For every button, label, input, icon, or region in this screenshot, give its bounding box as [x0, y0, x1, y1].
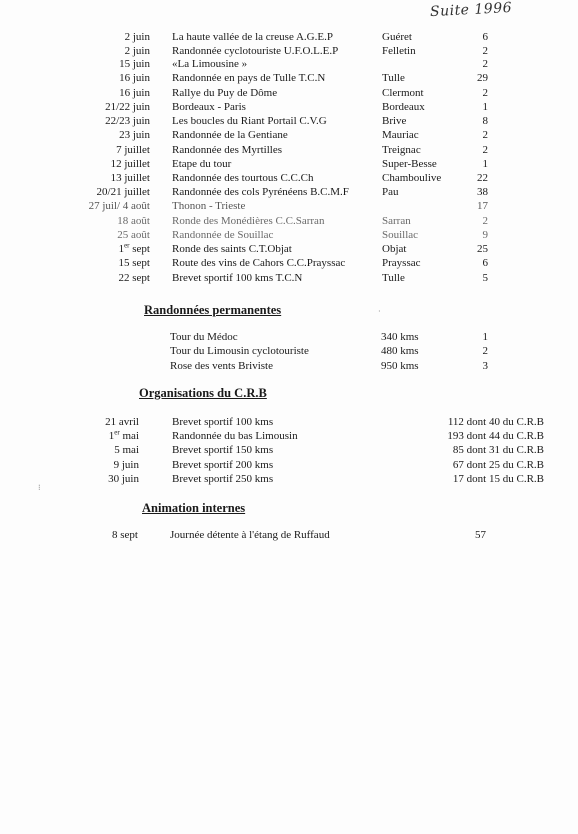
table-row — [0, 144, 578, 156]
event-date: 5 mai — [114, 444, 139, 456]
table-row — [0, 186, 578, 198]
route-name: Tour du Limousin cyclotouriste — [170, 345, 309, 357]
organisation-name: Randonnée du bas Limousin — [172, 430, 298, 442]
table-row — [0, 243, 578, 255]
event-date: 20/21 juillet — [96, 186, 150, 198]
event-count: 6 — [482, 257, 488, 269]
table-row — [0, 272, 578, 284]
event-count: 17 — [477, 200, 488, 212]
table-row — [0, 72, 578, 84]
table-row — [0, 257, 578, 269]
route-count: 1 — [482, 331, 488, 343]
event-place: Prayssac — [382, 257, 421, 269]
event-place: Super-Besse — [382, 158, 437, 170]
table-row — [0, 229, 578, 241]
event-date: 30 juin — [108, 473, 139, 485]
table-row — [0, 459, 578, 471]
route-name: Rose des vents Briviste — [170, 360, 273, 372]
event-date: 21 avril — [105, 416, 139, 428]
event-date: 25 août — [117, 229, 150, 241]
event-date: 22 sept — [118, 272, 150, 284]
event-place: Objat — [382, 243, 407, 255]
table-row — [0, 45, 578, 57]
table-row — [0, 416, 578, 428]
event-date-day: 1 — [118, 243, 125, 255]
event-date: 16 juin — [119, 72, 150, 84]
event-name: Les boucles du Riant Portail C.V.G — [172, 115, 327, 127]
event-name: Brevet sportif 100 kms T.C.N — [172, 272, 303, 284]
event-place: Bordeaux — [382, 101, 425, 113]
event-name: Randonnée de Souillac — [172, 229, 274, 241]
event-place: Felletin — [382, 45, 416, 57]
event-place: Mauriac — [382, 129, 419, 141]
organisation-name: Brevet sportif 100 kms — [172, 416, 274, 428]
table-row — [0, 172, 578, 184]
event-date-suffix: er — [124, 241, 130, 250]
event-count: 2 — [482, 129, 488, 141]
event-count: 8 — [482, 115, 488, 127]
table-row — [0, 200, 578, 212]
event-count: 2 — [482, 144, 488, 156]
organisations-title: Organisations du C.R.B — [139, 386, 267, 400]
event-date-month: mai — [119, 430, 139, 442]
event-count: 9 — [482, 229, 488, 241]
table-row — [0, 87, 578, 99]
event-place: Chamboulive — [382, 172, 442, 184]
event-count: 29 — [477, 72, 488, 84]
event-place: Clermont — [382, 87, 424, 99]
event-count: 25 — [477, 243, 488, 255]
event-name: Randonnée de la Gentiane — [172, 129, 288, 141]
event-date: 18 août — [117, 215, 150, 227]
event-count: 38 — [477, 186, 488, 198]
event-place: Souillac — [382, 229, 419, 241]
event-count: 1 — [482, 158, 488, 170]
event-name: Etape du tour — [172, 158, 232, 170]
event-place: Brive — [382, 115, 407, 127]
table-row — [0, 58, 578, 70]
event-date: 23 juin — [119, 129, 150, 141]
event-count: 6 — [482, 31, 488, 43]
table-row — [0, 331, 578, 343]
event-name: Randonnée des Myrtilles — [172, 144, 282, 156]
table-row — [0, 158, 578, 170]
event-place: Tulle — [382, 272, 405, 284]
table-row — [0, 129, 578, 141]
event-date: 12 juillet — [110, 158, 150, 170]
event-date: 2 juin — [124, 31, 150, 43]
event-date-month: sept — [129, 243, 150, 255]
event-date — [40, 243, 150, 255]
table-row — [0, 115, 578, 127]
event-date-suffix: er — [114, 428, 120, 437]
event-count: 1 — [482, 101, 488, 113]
table-row — [0, 360, 578, 372]
event-name: La haute vallée de la creuse A.G.E.P — [172, 31, 333, 43]
table-row — [0, 430, 578, 442]
permanentes-title: Randonnées permanentes — [144, 303, 282, 317]
event-date — [59, 430, 139, 442]
table-row — [0, 473, 578, 485]
event-place: Tulle — [382, 72, 405, 84]
scan-speck: · — [378, 307, 381, 316]
event-name: Ronde des Monédières C.C.Sarran — [172, 215, 325, 227]
event-date: 22/23 juin — [105, 115, 150, 127]
organisation-name: Brevet sportif 150 kms — [172, 444, 274, 456]
table-row — [0, 31, 578, 43]
scan-speck: ⁝ — [38, 483, 41, 492]
event-place: Pau — [382, 186, 399, 198]
event-name: Randonnée cyclotouriste U.F.O.L.E.P — [172, 45, 339, 57]
organisation-name: Brevet sportif 250 kms — [172, 473, 274, 485]
route-distance: 950 kms — [381, 360, 419, 372]
event-name: Rallye du Puy de Dôme — [172, 87, 278, 99]
organisation-result: 112 dont 40 du C.R.B — [447, 416, 544, 428]
animation-count: 57 — [475, 529, 486, 541]
organisation-result: 193 dont 44 du C.R.B — [447, 430, 544, 442]
event-count: 2 — [482, 58, 488, 70]
organisation-name: Brevet sportif 200 kms — [172, 459, 274, 471]
event-name: Randonnée des tourtous C.C.Ch — [172, 172, 314, 184]
event-count: 5 — [482, 272, 488, 284]
organisation-result: 85 dont 31 du C.R.B — [452, 444, 544, 456]
event-name: Bordeaux - Paris — [172, 101, 246, 113]
table-row — [0, 101, 578, 113]
organisation-result: 67 dont 25 du C.R.B — [452, 459, 544, 471]
event-date: 13 juillet — [110, 172, 150, 184]
event-date: 21/22 juin — [105, 101, 150, 113]
organisation-result: 17 dont 15 du C.R.B — [452, 473, 544, 485]
event-date: 7 juillet — [116, 144, 150, 156]
animation-name: Journée détente à l'étang de Ruffaud — [170, 529, 330, 541]
event-date: 16 juin — [119, 87, 150, 99]
event-date: 15 sept — [118, 257, 150, 269]
event-place: Sarran — [382, 215, 411, 227]
table-row — [0, 215, 578, 227]
event-name: Route des vins de Cahors C.C.Prayssac — [172, 257, 346, 269]
event-place: Guéret — [382, 31, 412, 43]
route-name: Tour du Médoc — [170, 331, 238, 343]
event-count: 22 — [477, 172, 488, 184]
table-row — [0, 529, 578, 541]
event-date-day: 1 — [108, 430, 115, 442]
handwritten-note: Suite 1996 — [429, 0, 513, 21]
event-count: 2 — [482, 215, 488, 227]
event-name: Thonon - Trieste — [172, 200, 246, 212]
table-row — [0, 444, 578, 456]
animation-date: 8 sept — [112, 529, 138, 541]
route-count: 2 — [482, 345, 488, 357]
route-count: 3 — [482, 360, 488, 372]
event-date: 27 juil/ 4 août — [88, 200, 150, 212]
event-name: Randonnée des cols Pyrénéens B.C.M.F — [172, 186, 349, 198]
event-count: 2 — [482, 87, 488, 99]
event-place: Treignac — [382, 144, 421, 156]
animation-title: Animation internes — [142, 501, 246, 515]
route-distance: 480 kms — [381, 345, 419, 357]
table-row — [0, 345, 578, 357]
event-name: «La Limousine » — [172, 58, 248, 70]
event-name: Randonnée en pays de Tulle T.C.N — [172, 72, 326, 84]
event-count: 2 — [482, 45, 488, 57]
event-date: 9 juin — [113, 459, 139, 471]
event-date: 2 juin — [124, 45, 150, 57]
event-name: Ronde des saints C.T.Objat — [172, 243, 292, 255]
route-distance: 340 kms — [381, 331, 419, 343]
event-date: 15 juin — [119, 58, 150, 70]
